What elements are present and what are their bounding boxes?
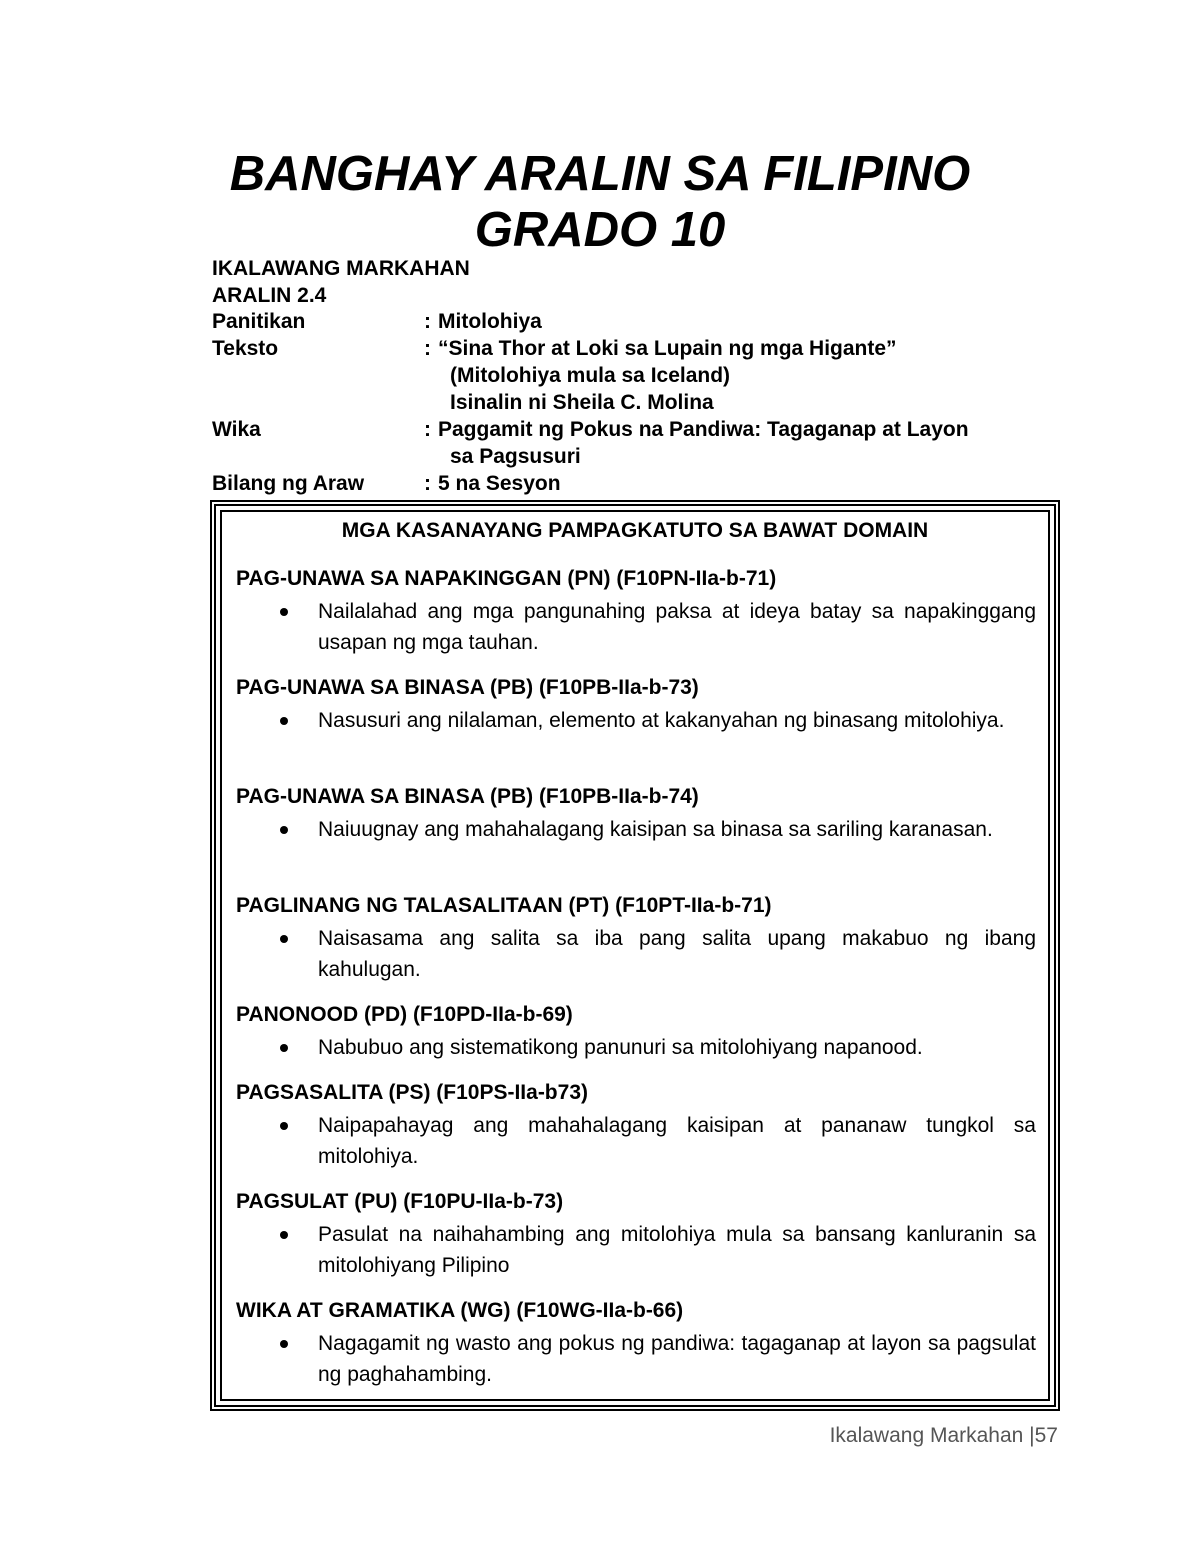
domain-heading: PAG-UNAWA SA NAPAKINGGAN (PN) (F10PN-IIa-b-71)	[236, 567, 777, 590]
info-label: Bilang ng Araw	[212, 472, 365, 495]
info-value-line: Isinalin ni Sheila C. Molina	[450, 391, 714, 414]
domain-heading: PAGSASALITA (PS) (F10PS-IIa-b73)	[236, 1081, 588, 1104]
info-value	[438, 416, 969, 470]
bullet-icon	[280, 717, 288, 725]
bullet-icon	[280, 1122, 288, 1130]
info-row-araw	[212, 470, 1062, 497]
info-colon: :	[424, 337, 431, 360]
domain-heading: WIKA AT GRAMATIKA (WG) (F10WG-IIa-b-66)	[236, 1299, 684, 1322]
info-value	[438, 470, 561, 497]
info-value-line: Paggamit ng Pokus na Pandiwa: Tagaganap at Layon	[438, 418, 969, 441]
domain-section	[236, 1189, 1036, 1281]
domain-list-item	[236, 923, 1036, 985]
domain-section	[236, 566, 1036, 658]
domain-section	[236, 1002, 1036, 1063]
domain-heading: PAG-UNAWA SA BINASA (PB) (F10PB-IIa-b-73)	[236, 676, 699, 699]
domain-section	[236, 1298, 1036, 1390]
bullet-icon	[280, 1340, 288, 1348]
domain-list-item	[236, 1219, 1036, 1281]
grade-title: GRADO 10	[474, 203, 726, 257]
domain-heading: PAG-UNAWA SA BINASA (PB) (F10PB-IIa-b-74)	[236, 785, 699, 808]
domain-list-item	[236, 1032, 1036, 1063]
info-value-line: Mitolohiya	[438, 310, 542, 333]
domain-list-item	[236, 1110, 1036, 1172]
info-colon: :	[424, 472, 431, 495]
domain-item-text: Pasulat na naihahambing ang mitolohiya mula sa bansang kanluranin sa mitolohiyang Pilipino	[318, 1223, 1036, 1277]
domain-item-text: Nabubuo ang sistematikong panunuri sa mitolohiyang napanood.	[318, 1036, 923, 1059]
info-label: Panitikan	[212, 310, 306, 333]
info-row-wika	[212, 416, 1062, 470]
bullet-icon	[280, 826, 288, 834]
page-footer: Ikalawang Markahan |57	[829, 1424, 1058, 1447]
lesson-info	[212, 308, 1062, 497]
info-label: Wika	[212, 418, 261, 441]
domain-item-text: Naisasama ang salita sa iba pang salita upang makabuo ng ibang kahulugan.	[318, 927, 1036, 981]
domain-section	[236, 1080, 1036, 1172]
domain-heading: PAGLINANG NG TALASALITAAN (PT) (F10PT-IIa-b-71)	[236, 894, 772, 917]
domain-item-text: Naipapahayag ang mahahalagang kaisipan at pananaw tungkol sa mitolohiya.	[318, 1114, 1036, 1168]
lesson-label: ARALIN 2.4	[212, 284, 327, 307]
domain-heading: PANONOOD (PD) (F10PD-IIa-b-69)	[236, 1003, 573, 1026]
domain-list-item	[236, 705, 1036, 736]
document-title: BANGHAY ARALIN SA FILIPINO	[229, 147, 971, 201]
info-value-line: sa Pagsusuri	[450, 445, 581, 468]
domain-item-text: Nagagamit ng wasto ang pokus ng pandiwa: tagaganap at layon sa pagsulat ng paghahambing.	[318, 1332, 1036, 1386]
domain-section	[236, 893, 1036, 985]
info-value-line: (Mitolohiya mula sa Iceland)	[450, 364, 731, 387]
domain-list-item	[236, 1328, 1036, 1390]
domain-heading: PAGSULAT (PU) (F10PU-IIa-b-73)	[236, 1190, 564, 1213]
domain-item-text: Naiuugnay ang mahahalagang kaisipan sa binasa sa sariling karanasan.	[318, 818, 993, 841]
domain-section	[236, 675, 1036, 736]
domain-section	[236, 784, 1036, 845]
competencies-title: MGA KASANAYANG PAMPAGKATUTO SA BAWAT DOMAIN	[341, 519, 929, 542]
bullet-icon	[280, 935, 288, 943]
domain-item-text: Nasusuri ang nilalaman, elemento at kakanyahan ng binasang mitolohiya.	[318, 709, 1005, 732]
info-row-panitikan	[212, 308, 1062, 335]
domain-item-text: Nailalahad ang mga pangunahing paksa at ideya batay sa napakinggang usapan ng mga tauhan.	[318, 600, 1036, 654]
info-value	[438, 308, 542, 335]
info-row-teksto	[212, 335, 1062, 416]
domain-list-item	[236, 814, 1036, 845]
quarter-label: IKALAWANG MARKAHAN	[212, 257, 470, 280]
bullet-icon	[280, 608, 288, 616]
info-colon: :	[424, 310, 431, 333]
bullet-icon	[280, 1044, 288, 1052]
bullet-icon	[280, 1231, 288, 1239]
info-colon: :	[424, 418, 431, 441]
info-value	[438, 335, 897, 416]
info-value-line: “Sina Thor at Loki sa Lupain ng mga Higante”	[438, 337, 897, 360]
info-value-line: 5 na Sesyon	[438, 472, 561, 495]
domain-list-item	[236, 596, 1036, 658]
info-label: Teksto	[212, 337, 279, 360]
